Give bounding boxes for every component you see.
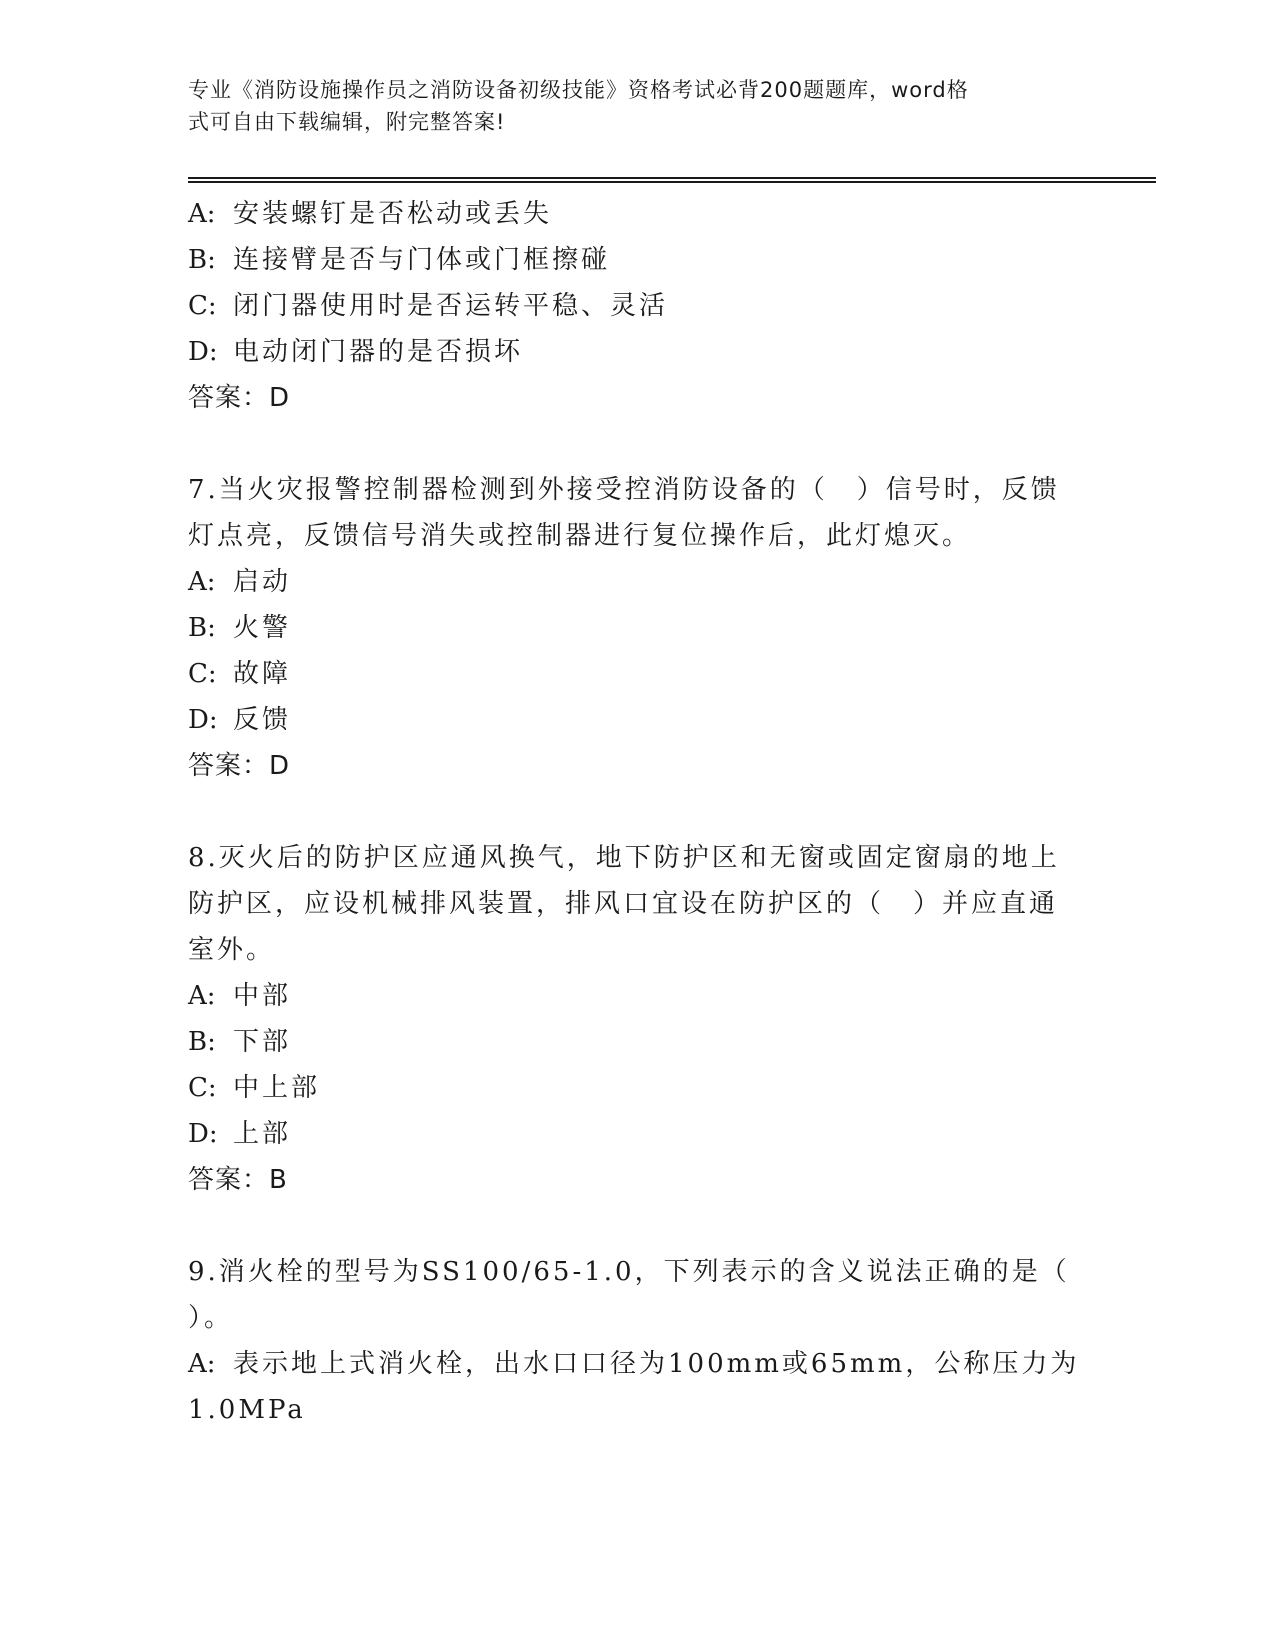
stem-line: 灯点亮，反馈信号消失或控制器进行复位操作后，此灯熄灭。 <box>188 521 972 551</box>
question-stem <box>188 1249 1088 1341</box>
question-9 <box>188 1249 1088 1433</box>
answer-line: 答案：D <box>188 383 291 413</box>
option-c: C: 中上部 <box>188 1073 321 1103</box>
option-d: D: 电动闭门器的是否损坏 <box>188 337 524 367</box>
option-b: B: 火警 <box>188 613 292 643</box>
question-stem <box>188 835 1088 973</box>
question-list <box>188 191 1088 1433</box>
option-b: B: 下部 <box>188 1027 292 1057</box>
option-continuation: 1.0MPa <box>188 1395 306 1425</box>
option-b: B: 连接臂是否与门体或门框擦碰 <box>188 245 611 275</box>
question-stem <box>188 467 1088 559</box>
question-6 <box>188 191 1088 421</box>
question-8 <box>188 835 1088 1203</box>
option-a: A: 中部 <box>188 981 292 1011</box>
answer-line: 答案：B <box>188 1165 288 1195</box>
option-c: C: 闭门器使用时是否运转平稳、灵活 <box>188 291 669 321</box>
header-line-1: 专业《消防设施操作员之消防设备初级技能》资格考试必背200题题库，word格 <box>188 78 969 102</box>
option-a: A: 启动 <box>188 567 292 597</box>
stem-line: 7.当火灾报警控制器检测到外接受控消防设备的（ ）信号时，反馈 <box>188 475 1060 505</box>
header-line-2: 式可自由下载编辑，附完整答案! <box>188 110 506 134</box>
stem-line: 9.消火栓的型号为SS100/65-1.0，下列表示的含义说法正确的是（ <box>188 1257 1070 1287</box>
document-header <box>188 74 1088 138</box>
spacer <box>188 421 1088 467</box>
question-7 <box>188 467 1088 789</box>
option-a: A: 表示地上式消火栓，出水口口径为100mm或65mm，公称压力为 <box>188 1349 1080 1379</box>
option-a: A: 安装螺钉是否松动或丢失 <box>188 199 553 229</box>
stem-line: 室外。 <box>188 935 276 965</box>
stem-line: 8.灭火后的防护区应通风换气，地下防护区和无窗或固定窗扇的地上 <box>188 843 1060 873</box>
option-d: D: 反馈 <box>188 705 292 735</box>
spacer <box>188 789 1088 835</box>
stem-line: 防护区，应设机械排风装置，排风口宜设在防护区的（ ）并应直通 <box>188 889 1059 919</box>
option-d: D: 上部 <box>188 1119 292 1149</box>
option-c: C: 故障 <box>188 659 292 689</box>
stem-line: ）。 <box>188 1303 234 1333</box>
header-divider-bottom <box>188 181 1156 183</box>
header-divider-top <box>188 177 1156 179</box>
answer-line: 答案：D <box>188 751 291 781</box>
spacer <box>188 1203 1088 1249</box>
